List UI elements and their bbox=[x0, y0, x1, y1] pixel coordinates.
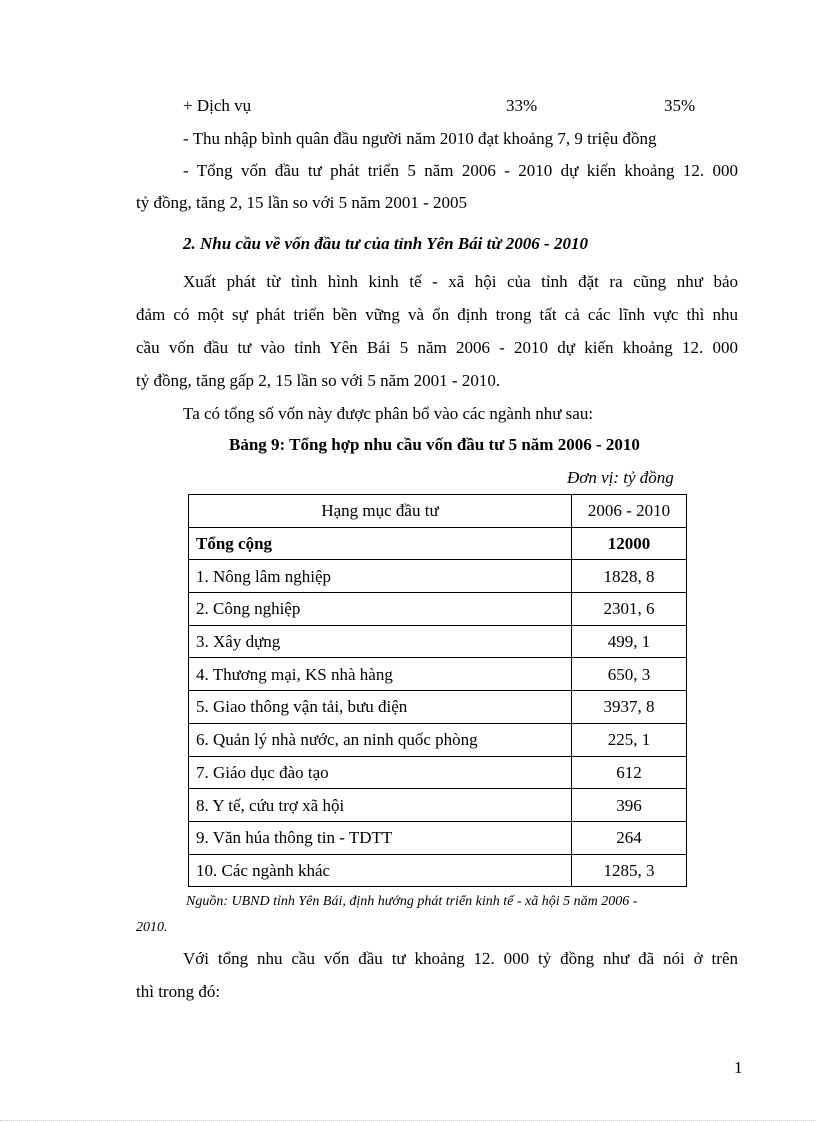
table-cell-value: 650, 3 bbox=[572, 658, 687, 691]
table-total-row bbox=[189, 527, 687, 560]
income-paragraph: - Thu nhập bình quân đầu người năm 2010 đạt khoảng 7, 9 triệu đồng bbox=[183, 129, 657, 148]
table-row bbox=[189, 756, 687, 789]
table-cell-value: 1828, 8 bbox=[572, 560, 687, 593]
table-cell-value: 1285, 3 bbox=[572, 854, 687, 887]
table-cell-value: 264 bbox=[572, 821, 687, 854]
final-paragraph-line1: Với tổng nhu cầu vốn đầu tư khoảng 12. 000 tỷ đồng như đã nói ở trên bbox=[183, 949, 738, 968]
capital-paragraph-line2: tỷ đồng, tăng 2, 15 lần so với 5 năm 2001 - 2005 bbox=[136, 193, 468, 212]
table-caption: Bảng 9: Tổng hợp nhu cầu vốn đầu tư 5 năm 2006 - 2010 bbox=[229, 435, 640, 454]
table-cell-value: 499, 1 bbox=[572, 625, 687, 658]
table-header-row bbox=[189, 495, 687, 528]
table-row bbox=[189, 821, 687, 854]
section-heading: 2. Nhu cầu về vốn đầu tư của tỉnh Yên Bái từ 2006 - 2010 bbox=[183, 234, 588, 253]
table-total-value: 12000 bbox=[572, 527, 687, 560]
services-value-b: 35% bbox=[664, 96, 696, 115]
services-label: + Dịch vụ bbox=[183, 96, 252, 115]
table-cell-category: 3. Xây dựng bbox=[189, 625, 572, 658]
table-total-label: Tổng cộng bbox=[189, 527, 572, 560]
source-note-line1: Nguồn: UBND tỉnh Yên Bái, định hướng phát triển kinh tế - xã hội 5 năm 2006 - bbox=[186, 894, 638, 909]
origin-paragraph-line3: cầu vốn đầu tư vào tỉnh Yên Bái 5 năm 2006 - 2010 dự kiến khoảng 12. 000 bbox=[136, 338, 738, 357]
capital-paragraph-line1: - Tổng vốn đầu tư phát triển 5 năm 2006 - 2010 dự kiến khoảng 12. 000 bbox=[183, 161, 738, 180]
table-row bbox=[189, 560, 687, 593]
origin-paragraph-line4: tỷ đồng, tăng gấp 2, 15 lần so với 5 năm 2001 - 2010. bbox=[136, 371, 501, 390]
table-unit: Đơn vị: tỷ đồng bbox=[567, 468, 674, 487]
table-row bbox=[189, 789, 687, 822]
table-cell-category: 4. Thương mại, KS nhà hàng bbox=[189, 658, 572, 691]
table-row bbox=[189, 658, 687, 691]
table-cell-value: 396 bbox=[572, 789, 687, 822]
table-header-category: Hạng mục đầu tư bbox=[189, 495, 572, 528]
table-cell-category: 2. Công nghiệp bbox=[189, 593, 572, 626]
table-cell-category: 7. Giáo dục đào tạo bbox=[189, 756, 572, 789]
table-intro: Ta có tổng số vốn này được phân bổ vào các ngành như sau: bbox=[183, 404, 594, 423]
table-cell-category: 8. Y tế, cứu trợ xã hội bbox=[189, 789, 572, 822]
table-cell-value: 612 bbox=[572, 756, 687, 789]
table-cell-category: 9. Văn húa thông tin - TDTT bbox=[189, 821, 572, 854]
page-number: 1 bbox=[734, 1058, 743, 1077]
source-note-line2: 2010. bbox=[136, 920, 168, 935]
table-header-period: 2006 - 2010 bbox=[572, 495, 687, 528]
table-row bbox=[189, 625, 687, 658]
origin-paragraph-line1: Xuất phát từ tình hình kinh tế - xã hội của tỉnh đặt ra cũng như bảo bbox=[183, 272, 738, 291]
table-cell-value: 3937, 8 bbox=[572, 691, 687, 724]
investment-table bbox=[188, 494, 687, 887]
page-bottom-divider bbox=[0, 1120, 816, 1121]
table-row bbox=[189, 593, 687, 626]
final-paragraph-line2: thì trong đó: bbox=[136, 982, 221, 1001]
table-cell-category: 1. Nông lâm nghiệp bbox=[189, 560, 572, 593]
table-cell-category: 10. Các ngành khác bbox=[189, 854, 572, 887]
table-row bbox=[189, 854, 687, 887]
origin-paragraph-line2: đảm có một sự phát triển bền vững và ổn định trong tất cả các lĩnh vực thì nhu bbox=[136, 305, 738, 324]
table-row bbox=[189, 723, 687, 756]
services-value-a: 33% bbox=[506, 96, 538, 115]
table-cell-category: 6. Quản lý nhà nước, an ninh quốc phòng bbox=[189, 723, 572, 756]
table-cell-value: 2301, 6 bbox=[572, 593, 687, 626]
table-row bbox=[189, 691, 687, 724]
table-cell-value: 225, 1 bbox=[572, 723, 687, 756]
table-cell-category: 5. Giao thông vận tải, bưu điện bbox=[189, 691, 572, 724]
